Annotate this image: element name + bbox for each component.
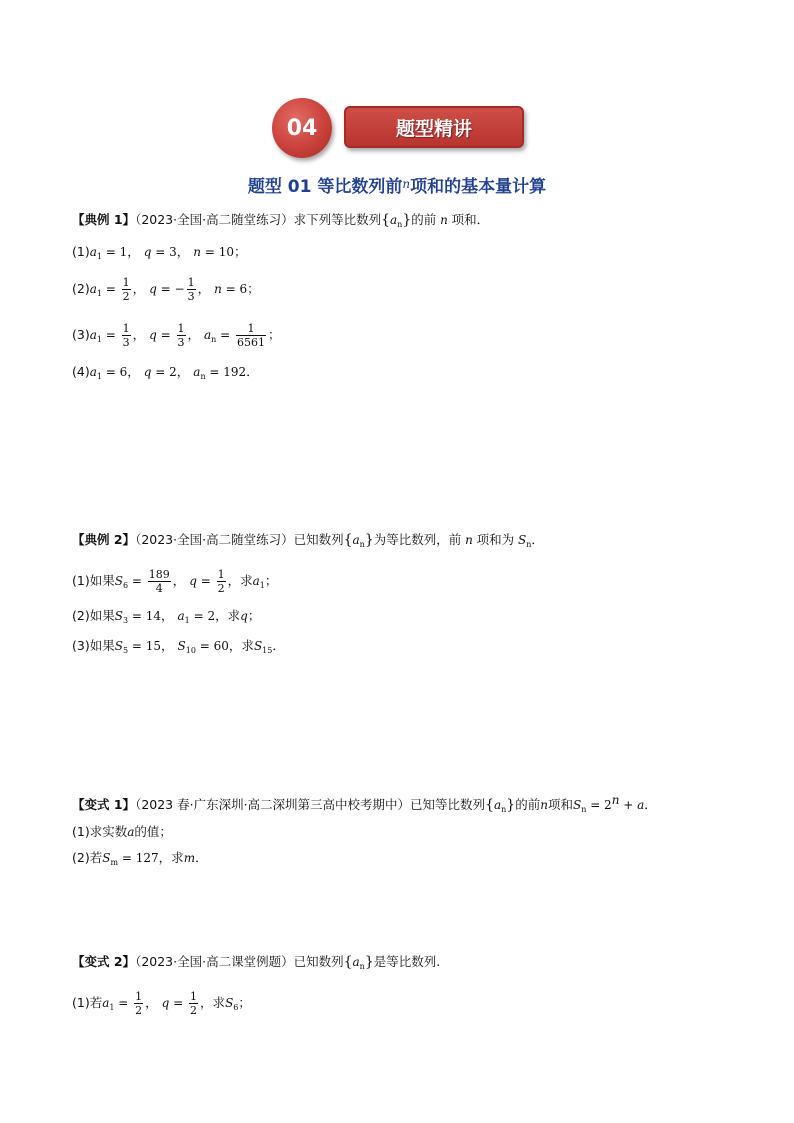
example-1-part-1: $(1)a_1 = 1$， q = 3， n = 10； <box>72 244 247 261</box>
section-title: 题型 01 等比数列前$^n$项和的基本量计算 <box>247 177 547 197</box>
badge-bar <box>344 106 524 148</box>
variant-1-heading: 【变式 1】（2023 春·广东深圳·高二深圳第三高中校考期中）已知等比数列$\{a_n\}$的前n项和$S_n = 2^n + a$． <box>72 793 657 814</box>
badge-circle <box>272 98 332 158</box>
example-2-part-1: (1)如果$S_6$ = $\frac{189}{4}$ ， q = $\frac{1}{2}$ ，求$a_1$； <box>72 568 278 595</box>
example-1-heading: 【典例 1】（2023·全国·高二随堂练习）求下列等比数列$\{a_n\}$的前 n 项和． <box>72 212 490 229</box>
variant-2-part-1: (1)若$a_1$ = $\frac{1}{2}$ ， q = $\frac{1}{2}$ ，求$S_6$； <box>72 990 251 1017</box>
badge-number: 04 <box>286 115 318 141</box>
example-2-part-3: (3)如果$S_5 = 15$， $S_{10} = 60$，求$S_{15}$． <box>72 638 285 655</box>
badge-title: 题型精讲 <box>395 117 472 140</box>
example-2-part-2: (2)如果$S_3 = 14$， $a_1 = 2$，求q； <box>72 608 261 625</box>
variant-1-part-2: (2)若$S_m = 127$，求m． <box>72 850 208 867</box>
section-badge <box>272 98 522 160</box>
variant-2-heading: 【变式 2】（2023·全国·高二课堂例题）已知数列$\{a_n\}$是等比数列. <box>72 954 441 971</box>
example-1-part-2: $(2)a_1$ = $\frac{1}{2}$ ， q = − $\frac{1}{3}$ ， n = 6； <box>72 276 260 303</box>
variant-1-part-1: (1)求实数a的值； <box>72 824 172 839</box>
example-2-heading: 【典例 2】（2023·全国·高二随堂练习）已知数列$\{a_n\}$为等比数列，前 n 项和为 $S_n$． <box>72 532 544 549</box>
example-1-part-3: $(3)a_1$ = $\frac{1}{3}$ ， q = $\frac{1}{3}$ ， $a_n$ = $\frac{1}{6561}$ ； <box>72 322 281 349</box>
example-1-part-4: $(4)a_1 = 6$， q = 2， $a_n = 192$． <box>72 364 259 381</box>
